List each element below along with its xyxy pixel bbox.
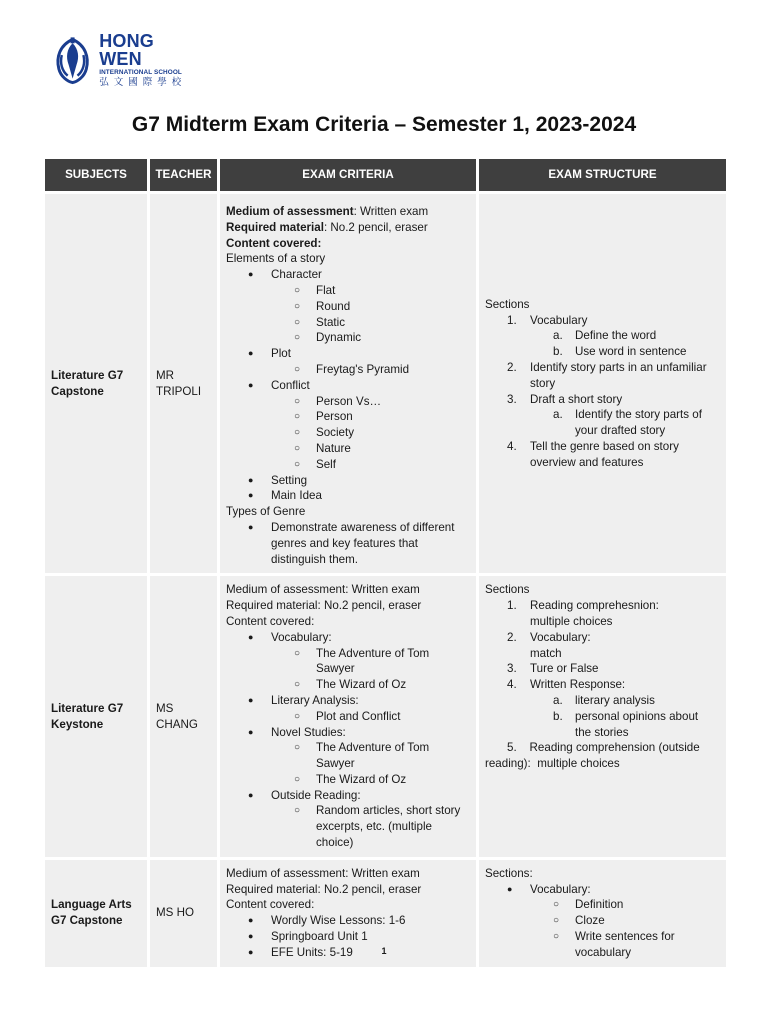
- list-item: ○ Society: [226, 425, 470, 441]
- list-item: 1. Vocabulary: [507, 313, 588, 327]
- school-logo: [50, 31, 200, 89]
- list-item: a. literary analysis: [553, 693, 655, 707]
- subject-cell: Literature G7 Capstone: [45, 194, 147, 573]
- list-item: ○ Dynamic: [226, 330, 470, 346]
- list-item: ● Literary Analysis:: [226, 693, 470, 709]
- teacher-cell: MS HO: [150, 860, 217, 967]
- list-item: ● Demonstrate awareness of different genres and key features that distinguish them.: [226, 520, 470, 567]
- list-item: ● Springboard Unit 1: [226, 929, 470, 945]
- list-item: ● Outside Reading:: [226, 788, 470, 804]
- criteria-cell: Medium of assessment: Written exam Required material: No.2 pencil, eraser Content covered: Elements of a story ● Character ○ Flat ○ Round ○ Static ○ Dynamic ● Plot ○ Freytag's Pyramid ● Conflict ○ Person Vs… ○ Person ○ Society ○ Nature ○ Self ● Setting ● Main Idea Types of Genre ● Demonstrate awareness of different genres and key features that distinguish them.: [220, 194, 476, 573]
- criteria-cell: Medium of assessment: Written exam Required material: No.2 pencil, eraser Content covered: ● Wordly Wise Lessons: 1-6 ● Springboard Unit 1 ● EFE Units: 5-19: [220, 860, 476, 967]
- list-item: 3. Ture or False: [507, 662, 599, 676]
- page-title: G7 Midterm Exam Criteria – Semester 1, 2023-2024: [131, 113, 637, 136]
- list-item: a. Identify the story parts of your drafted story: [553, 408, 702, 438]
- structure-cell: Sections: ● Vocabulary: ○ Definition ○ Cloze ○ Write sentences for vocabulary: [479, 860, 726, 967]
- table-header-row: [45, 159, 726, 191]
- list-item: ● Novel Studies:: [226, 725, 470, 741]
- list-item: ○ Definition: [485, 897, 720, 913]
- list-item: ○ Nature: [226, 441, 470, 457]
- teacher-cell: MR TRIPOLI: [150, 194, 217, 573]
- list-item: ○ Cloze: [485, 913, 720, 929]
- teacher-cell: MS CHANG: [150, 576, 217, 857]
- list-item: ○ The Adventure of Tom Sawyer: [226, 646, 470, 678]
- list-item: ● Character: [226, 267, 470, 283]
- list-item: ○ The Wizard of Oz: [226, 677, 470, 693]
- list-item: 1. Reading comprehesnion: multiple choices: [507, 599, 659, 628]
- table-row: [45, 194, 726, 573]
- page-number: 1: [381, 946, 387, 956]
- table-row: [45, 576, 726, 857]
- header-exam-criteria: EXAM CRITERIA: [220, 159, 476, 191]
- list-item: ● Setting: [226, 473, 470, 489]
- header-teacher: TEACHER: [150, 159, 217, 191]
- list-item: ● Main Idea: [226, 488, 470, 504]
- list-item: ○ Self: [226, 457, 470, 473]
- list-item: ○ Plot and Conflict: [226, 709, 470, 725]
- list-item: a. Define the word: [553, 329, 657, 343]
- list-item: ○ Freytag's Pyramid: [226, 362, 470, 378]
- list-item: ● Wordly Wise Lessons: 1-6: [226, 913, 470, 929]
- logo-subtitle: INTERNATIONAL SCHOOL: [99, 69, 182, 77]
- logo-name: HONG WEN: [99, 31, 154, 70]
- list-item: 3. Draft a short story: [507, 392, 623, 406]
- list-item: 4. Written Response:: [507, 678, 626, 692]
- list-item: b. personal opinions about the stories: [553, 709, 699, 739]
- list-item: ○ Flat: [226, 283, 470, 299]
- list-item: ○ Static: [226, 315, 470, 331]
- list-item: ○ Person: [226, 409, 470, 425]
- list-item: ● EFE Units: 5-19: [226, 945, 470, 961]
- exam-criteria-table: [42, 156, 729, 970]
- header-subjects: SUBJECTS: [45, 159, 147, 191]
- list-item: ● Vocabulary:: [485, 882, 720, 898]
- list-item: ○ Write sentences for vocabulary: [485, 929, 720, 961]
- hong-wen-crest-icon: [50, 35, 95, 85]
- list-item: 2. Identify story parts in an unfamiliar story: [507, 360, 707, 390]
- list-item: 2. Vocabulary: match: [507, 630, 591, 660]
- list-item: ○ Random articles, short story excerpts, etc. (multiple choice): [226, 803, 470, 850]
- logo-chinese-name: 弘文國際學校: [99, 77, 187, 89]
- list-item: b. Use word in sentence: [553, 345, 687, 359]
- list-item: ○ Round: [226, 299, 470, 315]
- list-item: ○ The Wizard of Oz: [226, 772, 470, 788]
- structure-cell: Sections 1. Reading comprehesnion: multiple choices 2. Vocabulary: match 3. Ture or False 4. Written Response: a. literary analysis b. personal opinions about the stories 5. Reading comprehension (outside reading): multiple choices: [479, 576, 726, 857]
- list-item: ○ The Adventure of Tom Sawyer: [226, 740, 470, 772]
- list-item: ○ Person Vs…: [226, 394, 470, 410]
- list-item: ● Vocabulary:: [226, 630, 470, 646]
- subject-cell: Language Arts G7 Capstone: [45, 860, 147, 967]
- structure-cell: Sections 1. Vocabulary a. Define the word b. Use word in sentence 2. Identify story parts in an unfamiliar story 3. Draft a short story a. Identify the story parts of your drafted story 4. Tell the genre based on story overview and features: [479, 194, 726, 573]
- subject-cell: Literature G7 Keystone: [45, 576, 147, 857]
- list-item: ● Plot: [226, 346, 470, 362]
- criteria-cell: Medium of assessment: Written exam Required material: No.2 pencil, eraser Content covered: ● Vocabulary: ○ The Adventure of Tom Sawyer ○ The Wizard of Oz ● Literary Analysis: ○ Plot and Conflict ● Novel Studies: ○ The Adventure of Tom Sawyer ○ The Wizard of Oz ● Outside Reading: ○ Random articles, short story excerpts, etc. (multiple choice): [220, 576, 476, 857]
- header-exam-structure: EXAM STRUCTURE: [479, 159, 726, 191]
- list-item: ● Conflict: [226, 378, 470, 394]
- list-item: 4. Tell the genre based on story overview and features: [507, 439, 679, 469]
